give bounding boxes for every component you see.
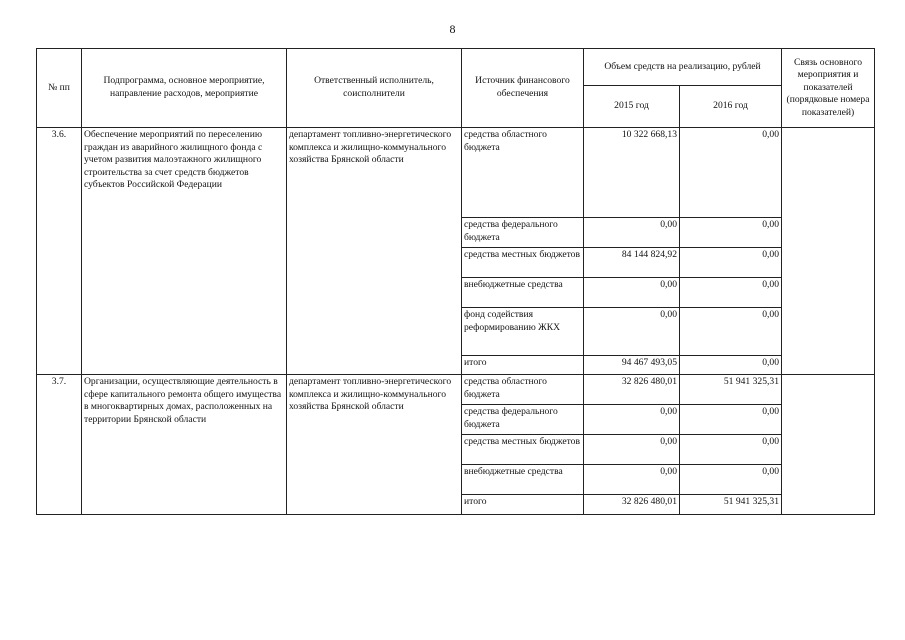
value-2016: 0,00 bbox=[680, 405, 782, 435]
value-2015: 0,00 bbox=[584, 435, 680, 465]
link-cell bbox=[782, 128, 875, 375]
value-2015: 94 467 493,05 bbox=[584, 356, 680, 375]
header-executor: Ответственный исполнитель, соисполнители bbox=[287, 49, 462, 128]
source-cell: фонд содействия реформированию ЖКХ bbox=[462, 308, 584, 356]
source-cell: итого bbox=[462, 495, 584, 515]
table-row bbox=[37, 128, 875, 218]
value-2016: 0,00 bbox=[680, 356, 782, 375]
value-2016: 0,00 bbox=[680, 128, 782, 218]
value-2015: 0,00 bbox=[584, 308, 680, 356]
page-number: 8 bbox=[449, 22, 456, 36]
header-2016: 2016 год bbox=[680, 86, 782, 128]
section-number: 3.7. bbox=[37, 375, 82, 515]
value-2016: 0,00 bbox=[680, 248, 782, 278]
source-cell: средства областного бюджета bbox=[462, 375, 584, 405]
value-2015: 0,00 bbox=[584, 218, 680, 248]
value-2015: 0,00 bbox=[584, 465, 680, 495]
header-number: № пп bbox=[37, 49, 82, 128]
header-source: Источник финансового обеспечения bbox=[462, 49, 584, 128]
budget-table bbox=[36, 48, 875, 515]
value-2016: 0,00 bbox=[680, 278, 782, 308]
value-2016: 51 941 325,31 bbox=[680, 495, 782, 515]
value-2016: 0,00 bbox=[680, 308, 782, 356]
value-2015: 0,00 bbox=[584, 278, 680, 308]
source-cell: внебюджетные средства bbox=[462, 465, 584, 495]
value-2016: 0,00 bbox=[680, 465, 782, 495]
link-cell bbox=[782, 375, 875, 515]
value-2016: 51 941 325,31 bbox=[680, 375, 782, 405]
value-2016: 0,00 bbox=[680, 435, 782, 465]
header-link: Связь основного мероприятия и показателей (порядковые номера показателей) bbox=[782, 49, 875, 128]
section-program: Обеспечение мероприятий по переселению граждан из аварийного жилищного фонда с учетом развития малоэтажного жилищного строительства за счет средств бюджетов субъектов Российской Федерации bbox=[82, 128, 287, 375]
section-executor: департамент топливно-энергетического комплекса и жилищно-коммунального хозяйства Брянской области bbox=[287, 375, 462, 515]
value-2015: 0,00 bbox=[584, 405, 680, 435]
value-2015: 32 826 480,01 bbox=[584, 495, 680, 515]
header-amount: Объем средств на реализацию, рублей bbox=[584, 49, 782, 86]
value-2016: 0,00 bbox=[680, 218, 782, 248]
header-program: Подпрограмма, основное мероприятие, направление расходов, мероприятие bbox=[82, 49, 287, 128]
source-cell: средства местных бюджетов bbox=[462, 435, 584, 465]
header-2015: 2015 год bbox=[584, 86, 680, 128]
value-2015: 10 322 668,13 bbox=[584, 128, 680, 218]
section-number: 3.6. bbox=[37, 128, 82, 375]
section-program: Организации, осуществляющие деятельность в сфере капитального ремонта общего имущества в многоквартирных домах, расположенных на территории Брянской области bbox=[82, 375, 287, 515]
source-cell: средства областного бюджета bbox=[462, 128, 584, 218]
source-cell: средства местных бюджетов bbox=[462, 248, 584, 278]
table-row bbox=[37, 375, 875, 405]
source-cell: итого bbox=[462, 356, 584, 375]
source-cell: средства федерального бюджета bbox=[462, 405, 584, 435]
source-cell: средства федерального бюджета bbox=[462, 218, 584, 248]
value-2015: 32 826 480,01 bbox=[584, 375, 680, 405]
source-cell: внебюджетные средства bbox=[462, 278, 584, 308]
value-2015: 84 144 824,92 bbox=[584, 248, 680, 278]
section-executor: департамент топливно-энергетического комплекса и жилищно-коммунального хозяйства Брянской области bbox=[287, 128, 462, 375]
